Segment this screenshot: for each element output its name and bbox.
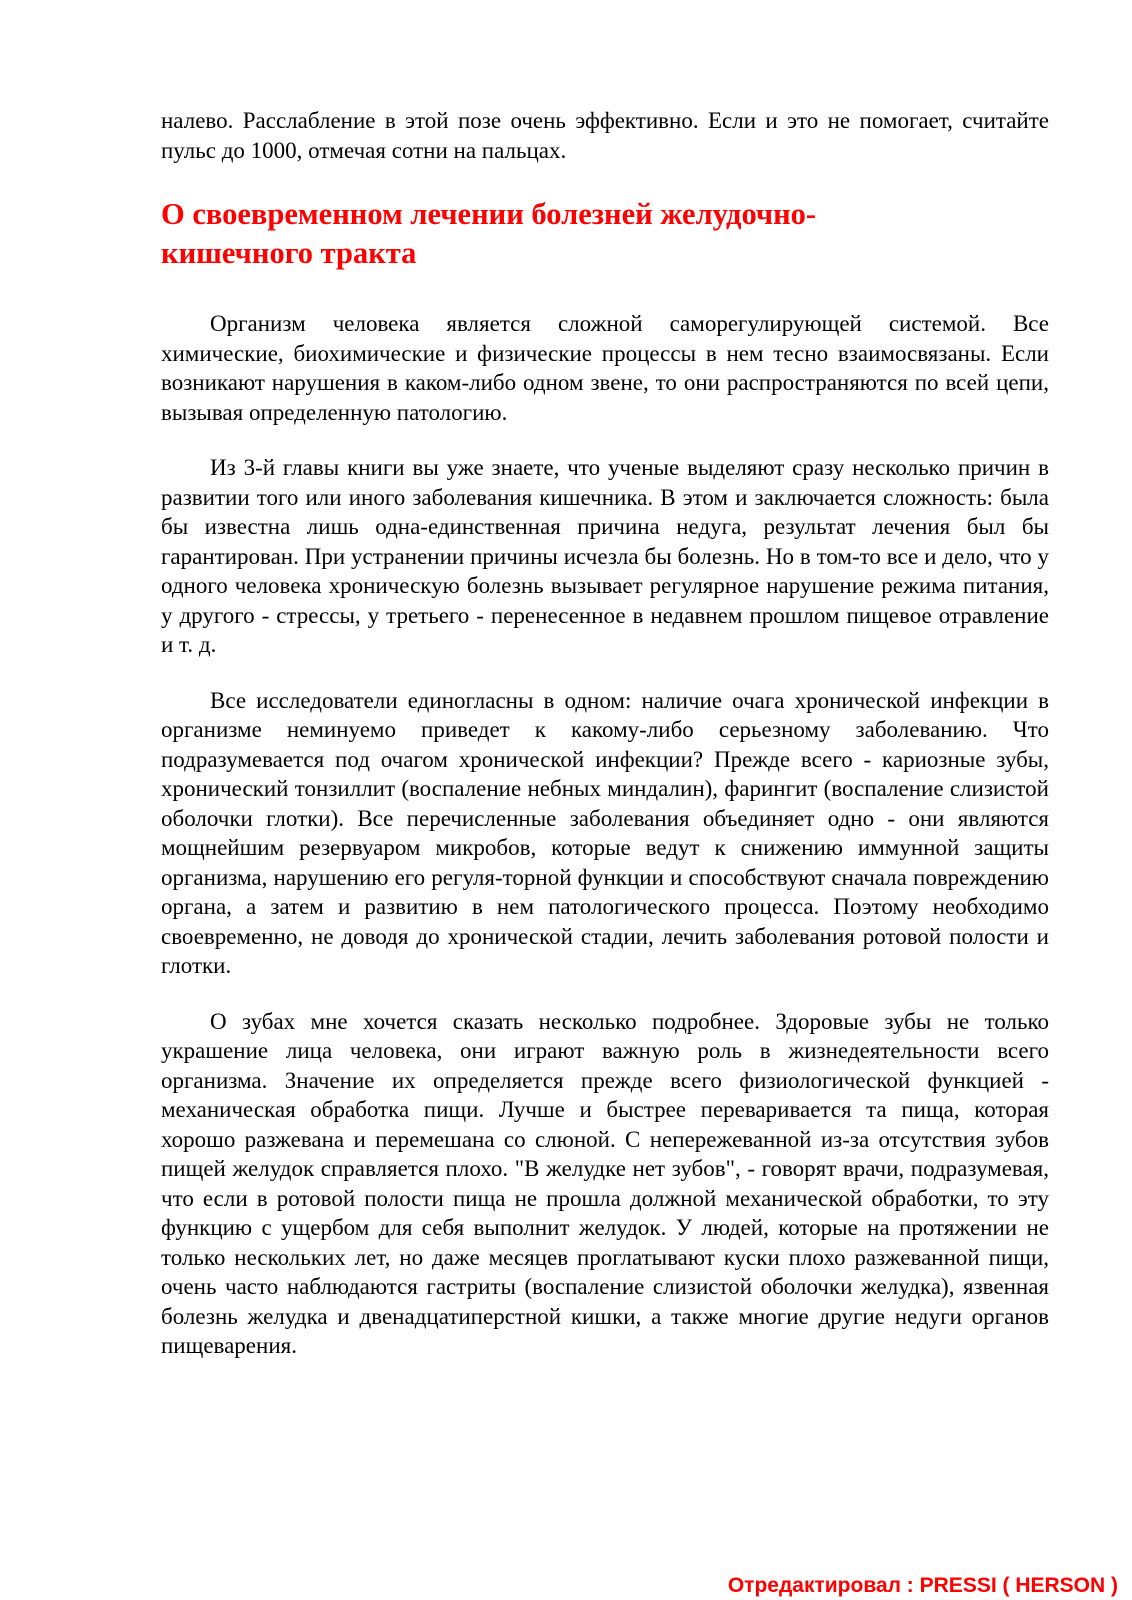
paragraph-1: Организм человека является сложной саморегулирующей системой. Все химические, биохимические и физические процессы в нем тесно взаимосвязаны. Если возникают нарушения в каком-либо одном звене, то они распространяются по всей цепи, вызывая определенную патологию. — [161, 311, 1049, 425]
paragraph-2: Из 3-й главы книги вы уже знаете, что ученые выделяют сразу несколько причин в развитии того или иного заболевания кишечника. В этом и заключается сложность: была бы известна лишь одна-единственная причина недуга, результат лечения был бы гарантирован. При устранении причины исчезла бы болезнь. Но в том-то все и дело, что у одного человека хроническую болезнь вызывает регулярное нарушение режима питания, у другого - стрессы, у третьего - перенесенное в недавнем прошлом пищевое отравление и т. д. — [161, 455, 1049, 657]
editor-credit-footer: Отредактировал : PRESSI ( HERSON ) — [727, 1574, 1118, 1597]
section-title-line-1: О своевременном лечении болезней желудочно- — [161, 197, 817, 231]
paragraph-4: О зубах мне хочется сказать несколько подробнее. Здоровые зубы не только украшение лица человека, они играют важную роль в жизнедеятельности всего организма. Значение их определяется прежде всего физиологической функцией - механическая обработка пищи. Лучше и быстрее переваривается та пища, которая хорошо разжевана и перемешана со слюной. С непережеванной из-за отсутствия зубов пищей желудок справляется плохо. "В желудке нет зубов", - говорят врачи, подразумевая, что если в ротовой полости пища не прошла должной механической обработки, то эту функцию с ущербом для себя выполнит желудок. У людей, которые на протяжении не только нескольких лет, но даже месяцев проглатывают куски плохо разжеванной пищи, очень часто наблюдаются гастриты (воспаление слизистой оболочки желудка), язвенная болезнь желудка и двенадцатиперстной кишки, а также многие другие недуги органов пищеварения. — [161, 1008, 1049, 1358]
section-title-line-2: кишечного тракта — [161, 236, 417, 270]
document-page — [161, 106, 1049, 1361]
paragraph-3: Все исследователи единогласны в одном: наличие очага хронической инфекции в организме неминуемо приведет к какому-либо серьезному заболеванию. Что подразумевается под очагом хронической инфекции? Прежде всего - кариозные зубы, хронический тонзиллит (воспаление небных миндалин), фарингит (воспаление слизистой оболочки глотки). Все перечисленные заболевания объединяет одно - они являются мощнейшим резервуаром микробов, которые ведут к снижению иммунной защиты организма, нарушению его регуля-торной функции и способствуют сначала повреждению органа, а затем и развитию в нем патологического процесса. Поэтому необходимо своевременно, не доводя до хронической стадии, лечить заболевания ротовой полости и глотки. — [161, 687, 1049, 978]
intro-paragraph: налево. Расслабление в этой позе очень эффективно. Если и это не помогает, считайте пульс до 1000, отмечая сотни на пальцах. — [161, 108, 1049, 163]
section-title — [161, 195, 1049, 273]
